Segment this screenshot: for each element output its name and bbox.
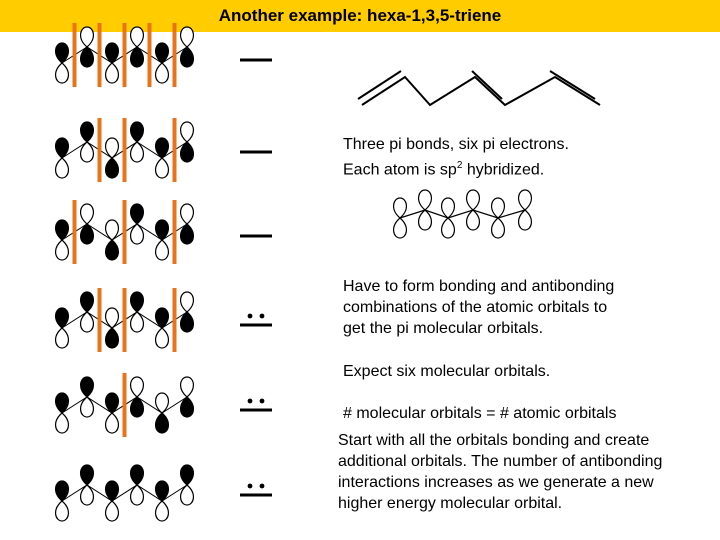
- orbital-upper-lobe: [181, 465, 194, 485]
- orbital-lower-lobe: [56, 413, 69, 433]
- energy-level-psi1: [240, 484, 272, 495]
- orbital-lower-lobe: [106, 328, 119, 348]
- orbital-upper-lobe: [181, 27, 194, 47]
- electron: [248, 399, 253, 404]
- electron: [248, 484, 253, 489]
- mo-row-psi2: [56, 373, 194, 437]
- p-orbital-lower-lobe: [442, 218, 455, 238]
- rule-text: # molecular orbitals = # atomic orbitals: [343, 405, 617, 422]
- orbital-lower-lobe: [106, 158, 119, 178]
- combinations-line-3: get the pi molecular orbitals.: [343, 320, 544, 337]
- electron: [260, 399, 265, 404]
- orbital-lower-lobe: [156, 158, 169, 178]
- orbital-lower-lobe: [56, 240, 69, 260]
- orbital-lower-lobe: [156, 501, 169, 521]
- p-orbital-chain: [400, 210, 525, 218]
- p-orbital-upper-lobe: [419, 190, 432, 210]
- mo-row-psi6: [56, 23, 194, 87]
- orbital-upper-lobe: [181, 204, 194, 224]
- energy-level-psi3: [240, 314, 272, 325]
- orbital-lower-lobe: [156, 63, 169, 83]
- explanation-line-2: additional orbitals. The number of antibonding: [338, 453, 663, 470]
- explanation-line-4: higher energy molecular orbital.: [338, 495, 563, 512]
- explanation-line-1: Start with all the orbitals bonding and create: [338, 432, 650, 449]
- electron: [260, 484, 265, 489]
- orbital-upper-lobe: [81, 122, 94, 142]
- p-orbital-lower-lobe: [394, 218, 407, 238]
- p-orbital-upper-lobe: [492, 198, 505, 218]
- orbital-upper-lobe: [81, 292, 94, 312]
- orbital-upper-lobe: [81, 204, 94, 224]
- orbital-lower-lobe: [156, 240, 169, 260]
- orbital-lower-lobe: [106, 63, 119, 83]
- mo-row-psi3: [56, 288, 194, 352]
- orbital-lower-lobe: [56, 158, 69, 178]
- expect-text: Expect six molecular orbitals.: [343, 363, 551, 380]
- combinations-line-2: combinations of the atomic orbitals to: [343, 299, 608, 316]
- orbital-upper-lobe: [81, 27, 94, 47]
- pi-bonds-text: Three pi bonds, six pi electrons.: [343, 136, 569, 153]
- mo-row-psi4: [56, 200, 194, 264]
- orbital-lower-lobe: [106, 240, 119, 260]
- orbital-upper-lobe: [131, 27, 144, 47]
- orbital-upper-lobe: [131, 204, 144, 224]
- orbital-upper-lobe: [181, 122, 194, 142]
- orbital-lower-lobe: [106, 413, 119, 433]
- hybrid-superscript: 2: [456, 160, 463, 171]
- mo-row-psi1: [56, 465, 194, 521]
- p-orbital-lower-lobe: [492, 218, 505, 238]
- explanation-line-3: interactions increases as we generate a new: [338, 474, 654, 491]
- p-orbital-lower-lobe: [419, 210, 432, 230]
- orbital-upper-lobe: [131, 465, 144, 485]
- hybridization-text: [343, 155, 544, 180]
- energy-level-psi2: [240, 399, 272, 410]
- orbital-lower-lobe: [56, 63, 69, 83]
- p-orbital-upper-lobe: [467, 190, 480, 210]
- orbital-lower-lobe: [156, 413, 169, 433]
- orbital-upper-lobe: [131, 122, 144, 142]
- orbital-upper-lobe: [181, 377, 194, 397]
- hexatriene-skeleton: [358, 71, 600, 105]
- hybrid-suffix: hybridized.: [462, 161, 545, 179]
- p-orbital-lower-lobe: [467, 210, 480, 230]
- combinations-line-1: Have to form bonding and antibonding: [343, 278, 615, 295]
- page-title: Another example: hexa-1,3,5-triene: [218, 6, 502, 25]
- orbital-lower-lobe: [106, 501, 119, 521]
- p-orbital-upper-lobe: [519, 190, 532, 210]
- orbital-lower-lobe: [56, 501, 69, 521]
- electron: [248, 314, 253, 319]
- orbital-upper-lobe: [131, 377, 144, 397]
- orbital-upper-lobe: [131, 292, 144, 312]
- mo-row-psi5: [56, 118, 194, 182]
- electron: [260, 314, 265, 319]
- orbital-upper-lobe: [81, 465, 94, 485]
- p-orbital-lower-lobe: [519, 210, 532, 230]
- orbital-upper-lobe: [81, 377, 94, 397]
- orbital-upper-lobe: [181, 292, 194, 312]
- p-orbital-upper-lobe: [442, 198, 455, 218]
- orbital-lower-lobe: [56, 328, 69, 348]
- orbital-lower-lobe: [156, 328, 169, 348]
- hybrid-prefix: Each atom is sp: [343, 161, 457, 179]
- p-orbital-upper-lobe: [394, 198, 407, 218]
